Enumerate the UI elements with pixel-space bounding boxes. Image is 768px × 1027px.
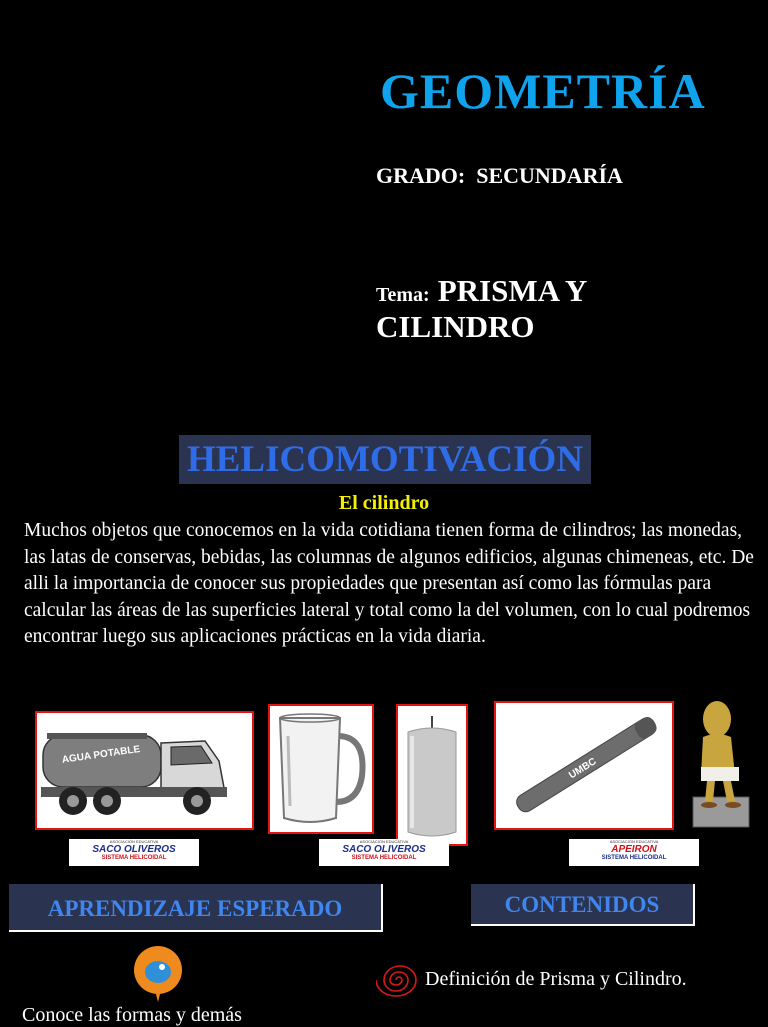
logo-sub: SISTEMA HELICOIDAL [101,855,167,861]
logo-apeiron [569,839,699,866]
aprendizaje-esperado-label: APRENDIZAJE ESPERADO [9,884,383,932]
grado-value: SECUNDARÍA [476,163,623,188]
glass-mug-photo [268,704,374,834]
logo-name: APEIRON [611,844,657,855]
logo-sub: SISTEMA HELICOIDAL [351,855,417,861]
paragraph-1: Muchos objetos que conocemos en la vida cotidiana tienen forma de cilindros; las monedas, las latas de conservas, bebidas, las columnas de algunos edificios, algunas chimeneas, etc. De alli la importancia de conocer sus propiedades que presentan así como las fórmulas para [24,520,754,594]
logo-saco-oliveros-2 [319,839,449,866]
grado-line [376,163,623,189]
tema-label: Tema: [376,284,430,306]
truck-icon [37,713,252,828]
body-text [24,518,754,651]
candle-icon [398,706,466,844]
definicion-text: Definición de Prisma y Cilindro. [425,968,687,990]
logo-sub: SISTEMA HELICOIDAL [601,855,667,861]
logo-name: SACO OLIVEROS [92,844,176,855]
tema-value: PRISMA Y CILINDRO [376,273,587,344]
logo-name: SACO OLIVEROS [342,844,426,855]
paragraph-2: calcular las áreas de las superficies lateral y total como la del volumen, con lo cual podremos encontrar luego sus aplicaciones prácticas en la vida diaria. [24,599,751,647]
grado-label: GRADO: [376,163,466,188]
logo-tagline: ASOCIACIÓN EDUCATIVA [109,839,159,844]
contenidos-label: CONTENIDOS [471,884,695,926]
candle-photo [396,704,468,846]
pen-icon [496,703,672,828]
bird-icon [132,942,184,1004]
logo-saco-oliveros-1 [69,839,199,866]
pen-photo [494,701,674,830]
logo-tagline: ASOCIACIÓN EDUCATIVA [359,839,409,844]
glass-mug-icon [270,706,372,832]
truck-text: AGUA POTABLE [61,743,141,766]
section-subtitle: El cilindro [338,492,430,514]
thinker-icon [687,697,757,833]
pen-text: UMBC [567,756,599,782]
section-title: HELICOMOTIVACIÓN [179,435,591,484]
truck-photo [35,711,254,830]
spiral-icon [376,962,422,998]
logo-tagline: ASOCIACIÓN EDUCATIVA [609,839,659,844]
page-title: GEOMETRÍA [380,63,706,119]
tema-line [376,273,706,348]
conoce-text: Conoce las formas y demás [22,1004,242,1026]
